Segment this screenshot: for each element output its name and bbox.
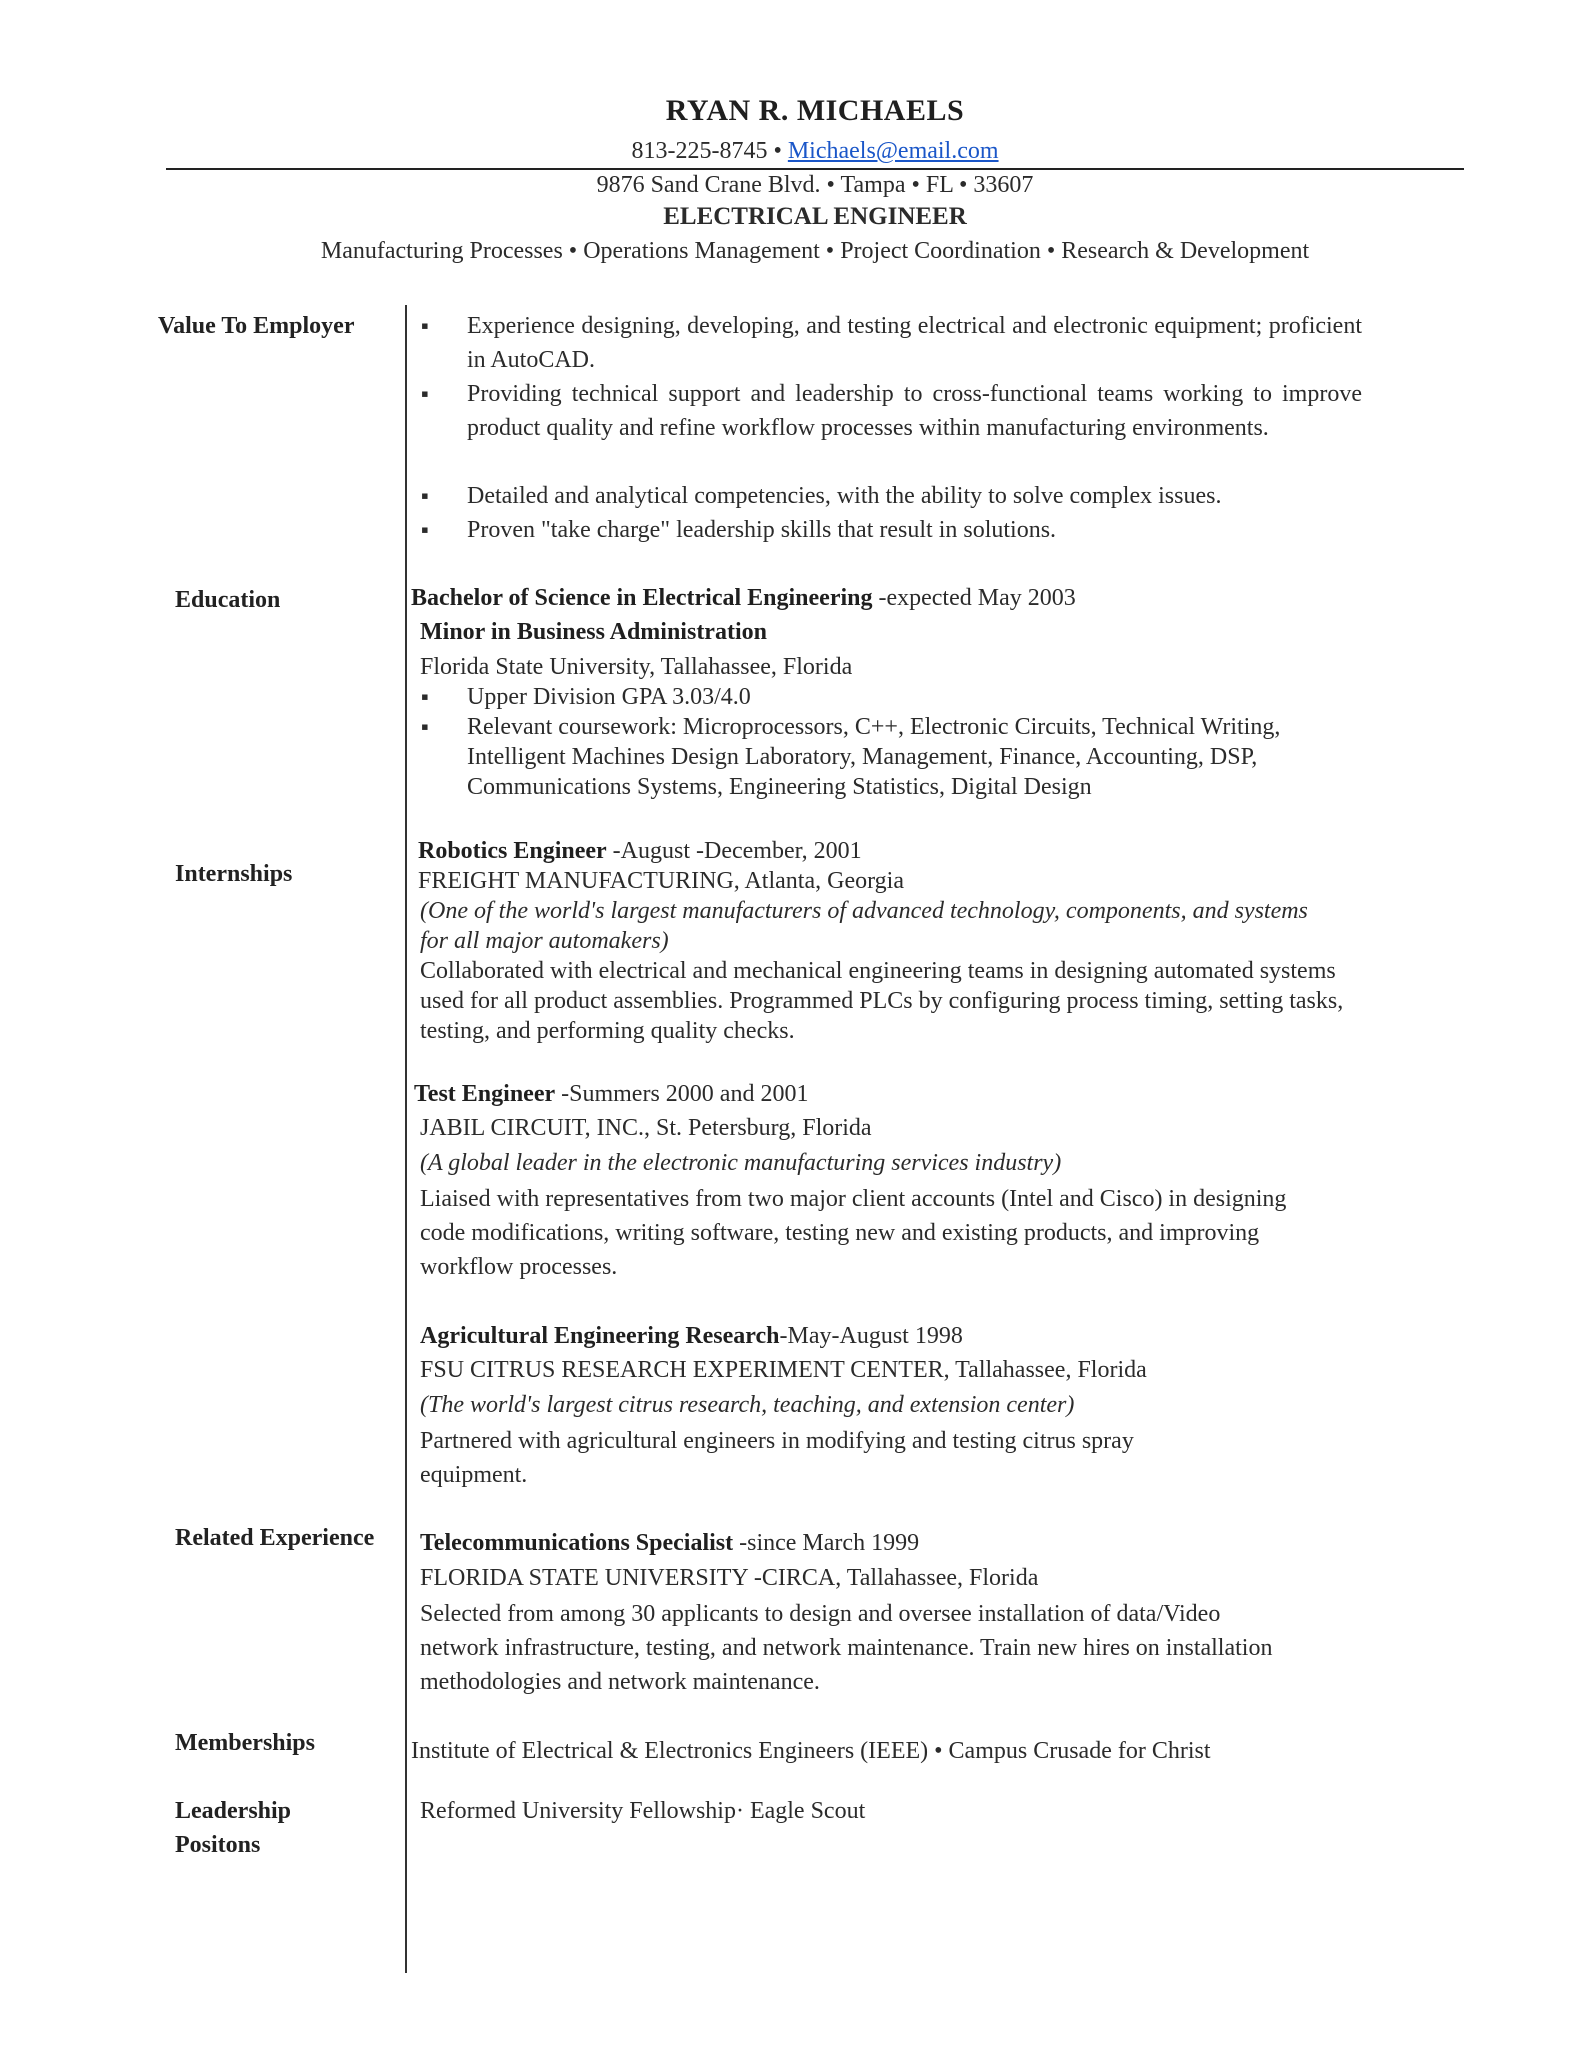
value-bullet: ▪ Experience designing, developing, and testing electrical and electronic equipment; proficient in AutoCAD. (467, 309, 1362, 377)
contact-line (0, 138, 1590, 165)
internship-company: FSU CITRUS RESEARCH EXPERIMENT CENTER, Tallahassee, Florida (420, 1357, 1147, 1383)
separator: • (767, 138, 788, 164)
internship-title: Robotics Engineer -August -December, 2001 (418, 838, 862, 864)
school: Florida State University, Tallahassee, Florida (420, 654, 853, 680)
internship-company: FREIGHT MANUFACTURING, Atlanta, Georgia (418, 868, 904, 894)
value-bullet: ▪ Proven "take charge" leadership skills that result in solutions. (467, 513, 1362, 547)
internship-tagline: (The world's largest citrus research, teaching, and extension center) (420, 1392, 1075, 1418)
address: 9876 Sand Crane Blvd. • Tampa • FL • 33607 (596, 172, 1034, 198)
value-bullet: ▪ Detailed and analytical competencies, with the ability to solve complex issues. (467, 479, 1362, 513)
related-company: FLORIDA STATE UNIVERSITY -CIRCA, Tallahassee, Florida (420, 1565, 1039, 1591)
education-bullet: ▪ Relevant coursework: Microprocessors, C++, Electronic Circuits, Technical Writing, Intelligent Machines Design Laboratory, Management, Finance, Accounting, DSP, Communications Systems, Engineering Statistics, Digital Design (467, 712, 1367, 802)
minor: Minor in Business Administration (420, 619, 767, 645)
degree-line (411, 583, 1076, 613)
resume-name: RYAN R. MICHAELS (665, 94, 965, 127)
phone: 813-225-8745 (631, 138, 768, 164)
section-memberships: Memberships (175, 1730, 315, 1756)
header-rule (166, 168, 1464, 170)
email-link[interactable]: Michaels@email.com (787, 138, 999, 164)
internship-description: Collaborated with electrical and mechanical engineering teams in designing automated systems used for all product assemblies. Programmed PLCs by configuring process timing, setting tasks, testing, and performing quality checks. (420, 958, 1344, 1044)
internship-tagline: (One of the world's largest manufacturers of advanced technology, components, and systems for all major automakers) (420, 898, 1308, 954)
internship-title: Agricultural Engineering Research-May-August 1998 (420, 1323, 963, 1349)
section-leadership: Leadership (175, 1798, 292, 1824)
section-value-to-employer: Value To Employer (158, 313, 355, 339)
column-divider (405, 305, 407, 1973)
section-leadership-cont: Positons (175, 1832, 261, 1858)
degree: Bachelor of Science in Electrical Engineering (411, 585, 873, 611)
internship-company: JABIL CIRCUIT, INC., St. Petersburg, Florida (420, 1115, 872, 1141)
internship-description: Partnered with agricultural engineers in modifying and testing citrus spray equipment. (420, 1428, 1134, 1488)
job-title: ELECTRICAL ENGINEER (663, 203, 967, 230)
internship-description: Liaised with representatives from two major client accounts (Intel and Cisco) in designing code modifications, writing software, testing new and existing products, and improving workflow processes. (420, 1186, 1287, 1280)
memberships-text: Institute of Electrical & Electronics Engineers (IEEE) • Campus Crusade for Christ (411, 1738, 1211, 1764)
education-bullet: ▪ Upper Division GPA 3.03/4.0 (467, 682, 1367, 712)
section-related-experience: Related Experience (175, 1525, 375, 1551)
degree-date: -expected May 2003 (872, 585, 1076, 611)
section-education: Education (175, 587, 281, 613)
value-bullet: ▪ Providing technical support and leadership to cross-functional teams working to improve product quality and refine workflow processes within manufacturing environments. (467, 377, 1362, 445)
related-title: Telecommunications Specialist -since March 1999 (420, 1530, 920, 1556)
related-description: Selected from among 30 applicants to design and oversee installation of data/Video network infrastructure, testing, and network maintenance. Train new hires on installation methodologies and network maintenance. (420, 1601, 1273, 1695)
internship-title: Test Engineer -Summers 2000 and 2001 (414, 1081, 809, 1107)
leadership-text: Reformed University Fellowship· Eagle Scout (420, 1798, 866, 1824)
specialties: Manufacturing Processes • Operations Management • Project Coordination • Research & Development (320, 238, 1310, 264)
section-internships: Internships (175, 861, 293, 887)
internship-tagline: (A global leader in the electronic manufacturing services industry) (420, 1150, 1062, 1176)
